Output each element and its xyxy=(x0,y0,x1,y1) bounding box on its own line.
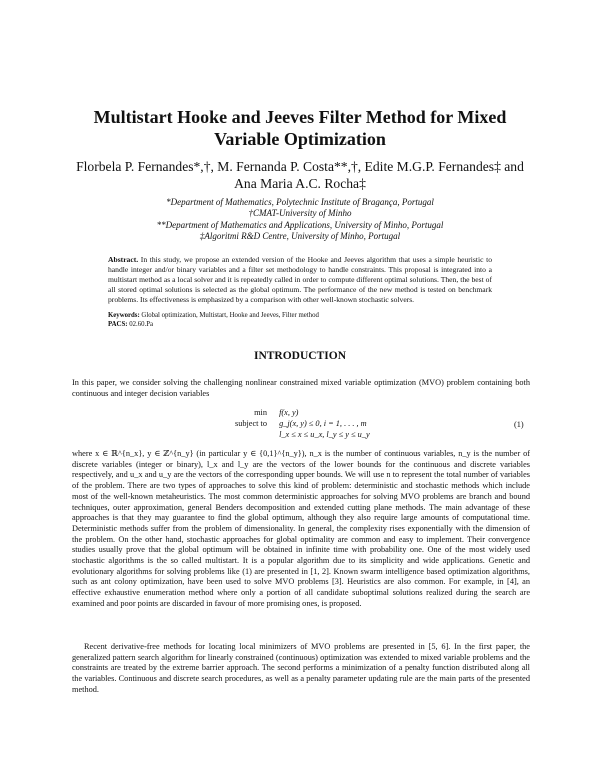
equation-bounds: l_x ≤ x ≤ u_x, l_y ≤ y ≤ u_y xyxy=(279,430,370,439)
authors-line-2: Ana Maria A.C. Rocha‡ xyxy=(234,176,366,191)
abstract-text: In this study, we propose an extended version of the Hooke and Jeeves algorithm that uses a simple heuristic to handle integer and/or binary variables and a filter set methodology to handle constraints. This proposal is integrated into a multistart method as a local solver and it is repeatedly called in order to compute different optimal solutions. Then, the best of all stored optimal solutions is selected as the global optimum. The performance of the new method is tested on benchmark problems. Its effectiveness is emphasized by a comparison with other well-known stochastic solvers. xyxy=(108,255,492,304)
intro-paragraph-3: Recent derivative-free methods for locating local minimizers of MVO problems are presented in [5, 6]. In the first paper, the generalized pattern search algorithm for linearly constrained (continuous) optimization was extended to mixed variable problems and the constraints are treated by the extreme barrier approach. The second performs a minimization of a penalty function distributed along all the variables. Continuous and discrete search procedures, as well as a penalty parameter updating rule are the main parts of the presented method. xyxy=(72,642,530,694)
keywords xyxy=(108,311,492,320)
paper-title: Multistart Hooke and Jeeves Filter Method for Mixed Variable Optimization xyxy=(93,107,507,149)
affiliations xyxy=(60,197,540,243)
pacs-text: 02.60.Pa xyxy=(129,321,154,328)
author-list xyxy=(60,158,540,192)
pacs-label: PACS: xyxy=(108,321,128,328)
keywords-text: Global optimization, Multistart, Hooke and Jeeves, Filter method xyxy=(141,312,319,319)
equation-row-objective xyxy=(216,407,370,418)
equation-row-bounds xyxy=(216,429,370,440)
intro-paragraph-1: In this paper, we consider solving the challenging nonlinear constrained mixed variable optimization (MVO) problem containing both continuous and integer decision variables xyxy=(72,378,530,398)
abstract-label: Abstract. xyxy=(108,255,139,264)
equation-min-label: min xyxy=(254,408,267,417)
optimization-equation xyxy=(216,407,370,440)
equation-subject-to-label: subject to xyxy=(234,419,267,428)
authors-line-1: Florbela P. Fernandes*,†, M. Fernanda P. Costa**,†, Edite M.G.P. Fernandes‡ and xyxy=(76,159,524,174)
keywords-label: Keywords: xyxy=(108,312,140,319)
equation-number: (1) xyxy=(514,420,524,429)
affiliation-4: ‡Algoritmi R&D Centre, University of Minho, Portugal xyxy=(199,231,401,242)
affiliation-1: *Department of Mathematics, Polytechnic Institute of Bragança, Portugal xyxy=(166,197,434,207)
equation-objective: f(x, y) xyxy=(279,408,299,417)
section-heading-introduction: INTRODUCTION xyxy=(253,350,346,362)
abstract xyxy=(108,255,492,305)
affiliation-2: †CMAT-University of Minho xyxy=(248,208,352,219)
pacs xyxy=(108,320,492,329)
equation-constraints: g_j(x, y) ≤ 0, i = 1, . . . , m xyxy=(279,419,367,428)
affiliation-3: **Department of Mathematics and Applications, University of Minho, Portugal xyxy=(156,219,444,230)
intro-paragraph-2: where x ∈ ℝ^{n_x}, y ∈ ℤ^{n_y} (in particular y ∈ {0,1}^{n_y}), n_x is the number of continuous variables, n_y is the number of discrete variables (integer or binary), l_x and l_y are the vectors of the lower bounds for the continuous and discrete variables respectively, and u_x and u_y are the vectors of the corresponding upper bounds. We will use n to represent the total number of variables of the problem. There are two types of approaches to solve this kind of problem: deterministic and stochastic methods which include most of the well-known metaheuristics. The most common deterministic approaches for solving MVO problems are branch and bound techniques, outer approximation, general Benders decomposition and extended cutting plane methods. The main advantage of these approaches is that they may guarantee to find the global optimum, although they also require large amounts of computational time. Deterministic methods suffer from the problem of dimensionality. In general, the complexity rises exponentially with the dimension of the problem. On the other hand, stochastic approaches for global optimality are common and easy to implement. Their convergence studies usually prove that the global optimum will be obtained in infinite time with probability one. One of the most widely used stochastic algorithms is the so called multistart. It is a popular algorithm due to its simplicity and wide applications. Genetic and evolutionary algorithms for solving problems like (1) are presented in [1, 2]. Known swarm intelligence based optimization algorithms, such as ant colony optimization, have been used to solve MVO problems [3]. Heuristics are also common. For example, in [4], an effective exhaustive enumeration method where only a portion of all candidate suboptimal solutions realized during the search are examined and poor points are discarded in favour of more promising ones, is proposed. xyxy=(72,449,530,608)
equation-row-constraints xyxy=(216,418,370,429)
